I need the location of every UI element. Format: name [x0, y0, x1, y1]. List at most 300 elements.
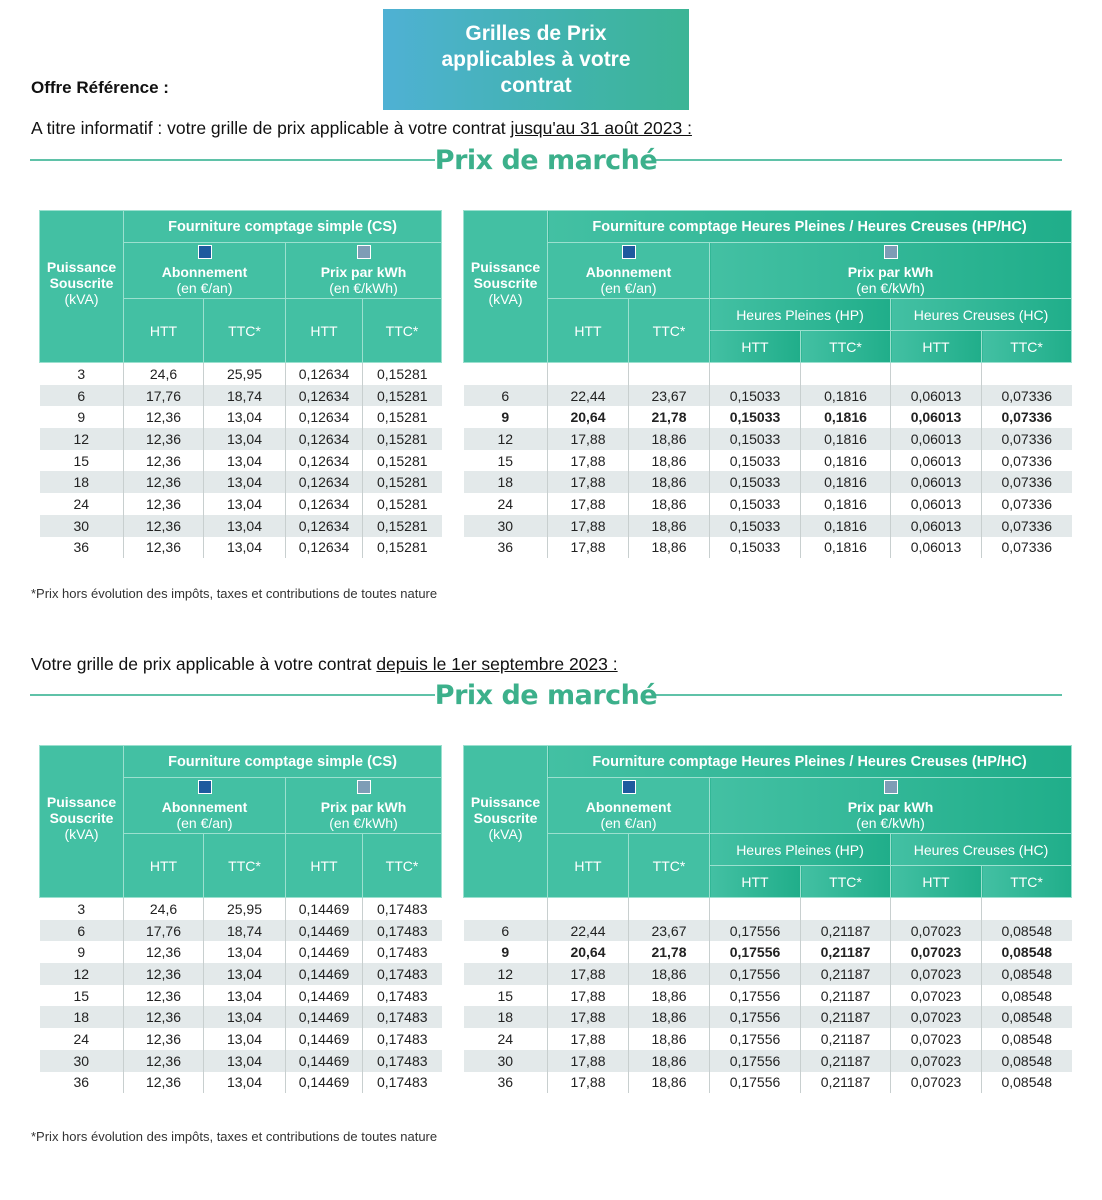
square-light-icon — [357, 245, 371, 259]
table-cell: 25,95 — [204, 363, 286, 385]
header-col: TTC* — [801, 866, 891, 898]
table-cell: 0,17483 — [363, 985, 442, 1007]
header-hc: Heures Creuses (HC) — [891, 834, 1072, 866]
table-row — [464, 471, 1072, 493]
table-cell: 17,88 — [548, 963, 629, 985]
market-title-text: Prix de marché — [434, 680, 658, 711]
header-col: HTT — [548, 299, 629, 363]
table-cell: 6 — [40, 920, 124, 942]
table-cell: 12,36 — [124, 941, 204, 963]
square-dark-icon — [198, 780, 212, 794]
table-cell: 0,07023 — [891, 985, 982, 1007]
header-line: Prix par kWh — [847, 799, 934, 815]
table-cell: 21,78 — [629, 406, 710, 428]
table-cell: 18,86 — [629, 450, 710, 472]
table-cell: 0,07336 — [982, 450, 1072, 472]
table-cell: 0,21187 — [801, 941, 891, 963]
table-cell: 30 — [464, 515, 548, 537]
table-cell: 12,36 — [124, 537, 204, 559]
table-cell: 17,88 — [548, 428, 629, 450]
table-cell: 18,86 — [629, 985, 710, 1007]
square-light-icon — [884, 780, 898, 794]
table-cell: 0,06013 — [891, 515, 982, 537]
table-cell: 18,86 — [629, 1006, 710, 1028]
table-row — [40, 406, 442, 428]
table-row — [40, 1028, 442, 1050]
table-cell: 0,07336 — [982, 537, 1072, 559]
table-cell: 12,36 — [124, 985, 204, 1007]
table-cell: 13,04 — [204, 1050, 286, 1072]
table-cell: 0,17483 — [363, 1028, 442, 1050]
table-cell: 0,06013 — [891, 450, 982, 472]
table-row — [464, 1028, 1072, 1050]
table-cell: 0,14469 — [286, 1006, 363, 1028]
table-cell: 0,07336 — [982, 406, 1072, 428]
header-line: Puissance — [470, 259, 541, 275]
header-col: TTC* — [629, 299, 710, 363]
header-line: (kVA) — [488, 291, 523, 307]
table-cell: 0,17556 — [710, 963, 801, 985]
table-cell: 0,12634 — [286, 385, 363, 407]
table-cell: 0,15281 — [363, 406, 442, 428]
table-cell: 0,12634 — [286, 428, 363, 450]
table-cell: 0,07336 — [982, 493, 1072, 515]
table-cell: 18,86 — [629, 471, 710, 493]
table-cell — [801, 898, 891, 920]
table-cell: 18 — [464, 471, 548, 493]
table-row — [40, 985, 442, 1007]
header-prix-kwh — [710, 243, 1072, 299]
header-col: HTT — [710, 866, 801, 898]
table-cell: 21,78 — [629, 941, 710, 963]
table-cell: 0,15033 — [710, 537, 801, 559]
footnote: *Prix hors évolution des impôts, taxes et contributions de toutes nature — [31, 586, 438, 601]
table-cell: 13,04 — [204, 1072, 286, 1094]
table-cell: 0,21187 — [801, 1050, 891, 1072]
header-puissance — [40, 211, 124, 363]
square-light-icon — [357, 780, 371, 794]
header-hp: Heures Pleines (HP) — [710, 834, 891, 866]
table-cell: 0,08548 — [982, 1028, 1072, 1050]
square-dark-icon — [198, 245, 212, 259]
table-cell: 0,07336 — [982, 428, 1072, 450]
table-cell: 18 — [40, 1006, 124, 1028]
table-cell: 18,86 — [629, 1050, 710, 1072]
table-cell: 13,04 — [204, 471, 286, 493]
table-cell: 0,15281 — [363, 450, 442, 472]
table-cell: 12 — [40, 428, 124, 450]
table-cell: 0,1816 — [801, 450, 891, 472]
table-cell: 13,04 — [204, 450, 286, 472]
header-line: Puissance — [46, 794, 117, 810]
header-line: (en €/kWh) — [329, 280, 398, 296]
header-line: (en €/an) — [600, 280, 657, 296]
table-cell: 0,15281 — [363, 471, 442, 493]
table-row — [40, 1006, 442, 1028]
header-col: HTT — [286, 834, 363, 898]
table-cell: 0,17556 — [710, 985, 801, 1007]
header-hp: Heures Pleines (HP) — [710, 299, 891, 331]
table-cell: 0,06013 — [891, 428, 982, 450]
intro-text: A titre informatif : votre grille de prix applicable à votre contrat — [31, 118, 511, 138]
header-hc: Heures Creuses (HC) — [891, 299, 1072, 331]
table-cell: 25,95 — [204, 898, 286, 920]
header-col: HTT — [891, 331, 982, 363]
table-cell: 0,12634 — [286, 363, 363, 385]
table-row — [464, 920, 1072, 942]
table-row — [40, 920, 442, 942]
table-row — [464, 515, 1072, 537]
table-cell: 0,1816 — [801, 406, 891, 428]
table-row — [40, 471, 442, 493]
table-cell: 0,12634 — [286, 515, 363, 537]
header-col: TTC* — [982, 866, 1072, 898]
header-line: Abonnement — [161, 799, 248, 815]
table-cell: 6 — [464, 920, 548, 942]
table-cell: 0,1816 — [801, 385, 891, 407]
table-cell: 0,06013 — [891, 537, 982, 559]
table-cell: 0,06013 — [891, 471, 982, 493]
table-cell: 0,07336 — [982, 515, 1072, 537]
table-cell: 12,36 — [124, 406, 204, 428]
header-col: HTT — [710, 331, 801, 363]
table-cell: 30 — [40, 1050, 124, 1072]
table-cell: 0,07336 — [982, 471, 1072, 493]
table-cell: 3 — [77, 365, 86, 382]
table-row — [464, 898, 1072, 920]
table-cell: 17,88 — [548, 985, 629, 1007]
header-line: (kVA) — [64, 826, 99, 842]
table-cell: 36 — [497, 1074, 514, 1091]
header-line: Souscrite — [473, 810, 538, 826]
table-cell: 0,21187 — [801, 1006, 891, 1028]
table-cell: 24 — [497, 1030, 514, 1047]
header-line: Prix par kWh — [847, 264, 934, 280]
table-cell: 23,67 — [629, 920, 710, 942]
square-dark-icon — [622, 245, 636, 259]
table-cell: 0,14469 — [286, 898, 363, 920]
table-cell: 0,06013 — [891, 406, 982, 428]
table-cell: 18,86 — [629, 963, 710, 985]
table-cell: 0,21187 — [801, 1028, 891, 1050]
table-cell: 0,08548 — [982, 920, 1072, 942]
table-cell — [710, 363, 801, 385]
header-line: (en €/kWh) — [856, 280, 925, 296]
header-cs-title: Fourniture comptage simple (CS) — [124, 211, 442, 243]
table-cell: 15 — [497, 452, 514, 469]
header-col: TTC* — [629, 834, 710, 898]
table-cell: 17,88 — [548, 450, 629, 472]
header-line: Prix par kWh — [320, 264, 407, 280]
table-cell: 0,1816 — [801, 428, 891, 450]
table-cell: 0,07023 — [891, 1028, 982, 1050]
table-cell: 36 — [497, 539, 514, 556]
table-cell: 0,17556 — [710, 1072, 801, 1094]
intro-text: Votre grille de prix applicable à votre contrat — [31, 654, 377, 674]
table-cs — [39, 745, 442, 1093]
header-line: Souscrite — [473, 275, 538, 291]
table-row — [40, 428, 442, 450]
table-row — [40, 963, 442, 985]
table-cell: 0,14469 — [286, 1072, 363, 1094]
table-cell: 12,36 — [124, 428, 204, 450]
table-cell: 15 — [73, 987, 90, 1004]
table-cell: 18,86 — [629, 515, 710, 537]
table-cell: 0,15281 — [363, 537, 442, 559]
table-row — [40, 1050, 442, 1072]
table-cell: 24,6 — [124, 363, 204, 385]
header-col: TTC* — [363, 299, 442, 363]
header-col: TTC* — [982, 331, 1072, 363]
table-cell: 0,15281 — [363, 515, 442, 537]
table-cell: 0,08548 — [982, 1050, 1072, 1072]
table-cell: 13,04 — [204, 985, 286, 1007]
header-prix-kwh — [710, 778, 1072, 834]
header-hphc-title: Fourniture comptage Heures Pleines / Heures Creuses (HP/HC) — [548, 746, 1072, 778]
table-cell: 17,88 — [548, 1072, 629, 1094]
header-abonnement — [548, 778, 710, 834]
table-cell: 0,21187 — [801, 985, 891, 1007]
table-cell: 13,04 — [204, 537, 286, 559]
table-cell: 0,21187 — [801, 1072, 891, 1094]
table-cell: 17,76 — [124, 920, 204, 942]
table-cell: 12,36 — [124, 515, 204, 537]
table-cell — [548, 898, 629, 920]
table-row — [464, 428, 1072, 450]
table-cell: 18 — [40, 471, 124, 493]
table-cell: 22,44 — [548, 920, 629, 942]
table-row — [40, 898, 442, 920]
table-cell: 13,04 — [204, 406, 286, 428]
table-cell: 0,15033 — [710, 385, 801, 407]
table-row — [40, 537, 442, 559]
table-cell: 24 — [73, 1030, 90, 1047]
table-row — [464, 1006, 1072, 1028]
table-cell: 36 — [73, 539, 90, 556]
header-line: Souscrite — [49, 810, 114, 826]
header-line: (en €/an) — [176, 280, 233, 296]
table-cell: 17,88 — [548, 515, 629, 537]
table-cell: 18 — [464, 1006, 548, 1028]
table-cell: 18,74 — [204, 920, 286, 942]
header-puissance — [464, 211, 548, 363]
table-row — [464, 1072, 1072, 1094]
header-abonnement — [124, 778, 286, 834]
square-light-icon — [884, 245, 898, 259]
table-cell: 12,36 — [124, 1028, 204, 1050]
table-cell: 17,88 — [548, 493, 629, 515]
table-row — [464, 493, 1072, 515]
table-row — [464, 406, 1072, 428]
table-row — [40, 493, 442, 515]
table-cell: 18,86 — [629, 537, 710, 559]
header-line: (kVA) — [64, 291, 99, 307]
table-cell: 22,44 — [548, 385, 629, 407]
table-cell: 0,15281 — [363, 385, 442, 407]
table-cell: 0,15033 — [710, 406, 801, 428]
header-cs-title: Fourniture comptage simple (CS) — [124, 746, 442, 778]
market-title — [30, 681, 1062, 711]
table-cell: 0,17483 — [363, 920, 442, 942]
header-line: (kVA) — [488, 826, 523, 842]
header-line: (en €/kWh) — [329, 815, 398, 831]
table-row — [40, 385, 442, 407]
table-cell: 0,1816 — [801, 471, 891, 493]
table-cell: 0,12634 — [286, 471, 363, 493]
table-cell: 0,08548 — [982, 985, 1072, 1007]
table-cell: 0,15033 — [710, 428, 801, 450]
table-cell: 18,86 — [629, 428, 710, 450]
section-intro — [31, 654, 618, 675]
header-line: (en €/an) — [600, 815, 657, 831]
table-cell: 12 — [40, 963, 124, 985]
table-cell: 0,17556 — [710, 920, 801, 942]
header-col: TTC* — [204, 299, 286, 363]
table-cell: 0,1816 — [801, 493, 891, 515]
header-col: HTT — [124, 834, 204, 898]
table-cell: 0,17556 — [710, 1050, 801, 1072]
table-cell — [548, 363, 629, 385]
table-cell: 17,88 — [548, 537, 629, 559]
table-cell: 0,21187 — [801, 920, 891, 942]
market-title-text: Prix de marché — [434, 145, 658, 176]
table-cell: 20,64 — [548, 406, 629, 428]
table-cell: 0,21187 — [801, 963, 891, 985]
table-cell: 3 — [77, 900, 86, 917]
header-line: Abonnement — [161, 264, 248, 280]
title-banner: Grilles de Prix applicables à votre contrat — [383, 9, 689, 110]
table-cell: 0,07023 — [891, 920, 982, 942]
table-cell — [710, 898, 801, 920]
table-cell: 0,1816 — [801, 515, 891, 537]
header-col: HTT — [124, 299, 204, 363]
table-cell: 23,67 — [629, 385, 710, 407]
table-cell: 0,12634 — [286, 406, 363, 428]
table-cell — [891, 363, 982, 385]
table-cell — [982, 363, 1072, 385]
header-line: Abonnement — [585, 799, 672, 815]
table-cell: 12,36 — [124, 450, 204, 472]
square-dark-icon — [622, 780, 636, 794]
table-cell: 0,17556 — [710, 1006, 801, 1028]
table-cell: 6 — [464, 385, 548, 407]
header-prix-kwh — [286, 243, 442, 299]
header-line: Souscrite — [49, 275, 114, 291]
table-cell: 12,36 — [124, 1072, 204, 1094]
table-cell: 15 — [497, 987, 514, 1004]
header-line: (en €/kWh) — [856, 815, 925, 831]
table-cell: 12 — [464, 963, 548, 985]
intro-date: depuis le 1er septembre 2023 : — [376, 654, 618, 674]
table-cell: 0,12634 — [286, 493, 363, 515]
table-cell: 30 — [40, 515, 124, 537]
table-row — [464, 450, 1072, 472]
table-cell: 0,07023 — [891, 963, 982, 985]
table-cell: 6 — [40, 385, 124, 407]
header-col: HTT — [548, 834, 629, 898]
table-cell — [464, 363, 548, 385]
table-cell: 0,17483 — [363, 1006, 442, 1028]
table-cell: 24 — [73, 495, 90, 512]
header-col: TTC* — [363, 834, 442, 898]
table-cell: 0,14469 — [286, 963, 363, 985]
table-cell: 24 — [497, 495, 514, 512]
table-cell: 12 — [464, 428, 548, 450]
table-cell: 18,86 — [629, 493, 710, 515]
table-cell: 17,88 — [548, 1050, 629, 1072]
header-prix-kwh — [286, 778, 442, 834]
table-cell: 0,17556 — [710, 941, 801, 963]
table-cell: 0,1816 — [801, 537, 891, 559]
table-cell: 0,12634 — [286, 537, 363, 559]
header-puissance — [40, 746, 124, 898]
table-hphc — [463, 745, 1072, 1093]
footnote: *Prix hors évolution des impôts, taxes et contributions de toutes nature — [31, 1129, 438, 1144]
header-line: Puissance — [46, 259, 117, 275]
table-cell: 24,6 — [124, 898, 204, 920]
table-cell: 18,86 — [629, 1072, 710, 1094]
table-row — [464, 941, 1072, 963]
table-cell: 18,86 — [629, 1028, 710, 1050]
table-cs — [39, 210, 442, 558]
table-cell: 0,08548 — [982, 963, 1072, 985]
table-cell — [629, 363, 710, 385]
table-cell: 0,15033 — [710, 471, 801, 493]
table-cell: 0,17556 — [710, 1028, 801, 1050]
table-cell: 0,07023 — [891, 941, 982, 963]
table-cell: 0,14469 — [286, 1028, 363, 1050]
table-cell: 13,04 — [204, 1006, 286, 1028]
table-cell: 12,36 — [124, 1006, 204, 1028]
table-row — [464, 363, 1072, 385]
header-col: TTC* — [801, 331, 891, 363]
header-line: Abonnement — [585, 264, 672, 280]
table-cell: 0,17483 — [363, 941, 442, 963]
table-cell: 13,04 — [204, 493, 286, 515]
table-row — [464, 385, 1072, 407]
header-col: HTT — [891, 866, 982, 898]
table-cell: 12,36 — [124, 963, 204, 985]
table-cell — [891, 898, 982, 920]
table-cell: 0,17483 — [363, 1050, 442, 1072]
table-row — [40, 450, 442, 472]
table-cell: 0,14469 — [286, 941, 363, 963]
table-cell: 0,07023 — [891, 1050, 982, 1072]
table-cell: 0,15281 — [363, 428, 442, 450]
table-row — [464, 1050, 1072, 1072]
table-cell — [801, 363, 891, 385]
table-row — [464, 963, 1072, 985]
table-cell: 0,06013 — [891, 493, 982, 515]
table-cell: 0,17483 — [363, 898, 442, 920]
table-cell: 13,04 — [204, 428, 286, 450]
market-title — [30, 146, 1062, 176]
table-row — [464, 537, 1072, 559]
section-intro — [31, 118, 692, 139]
table-cell: 0,08548 — [982, 941, 1072, 963]
table-cell: 0,08548 — [982, 1072, 1072, 1094]
table-cell: 17,88 — [548, 1028, 629, 1050]
table-cell: 13,04 — [204, 963, 286, 985]
table-cell: 0,12634 — [286, 450, 363, 472]
table-cell: 15 — [73, 452, 90, 469]
table-cell: 17,76 — [124, 385, 204, 407]
table-cell: 0,17483 — [363, 963, 442, 985]
table-cell: 0,07336 — [982, 385, 1072, 407]
table-row — [40, 363, 442, 385]
table-cell: 13,04 — [204, 515, 286, 537]
header-col: HTT — [286, 299, 363, 363]
